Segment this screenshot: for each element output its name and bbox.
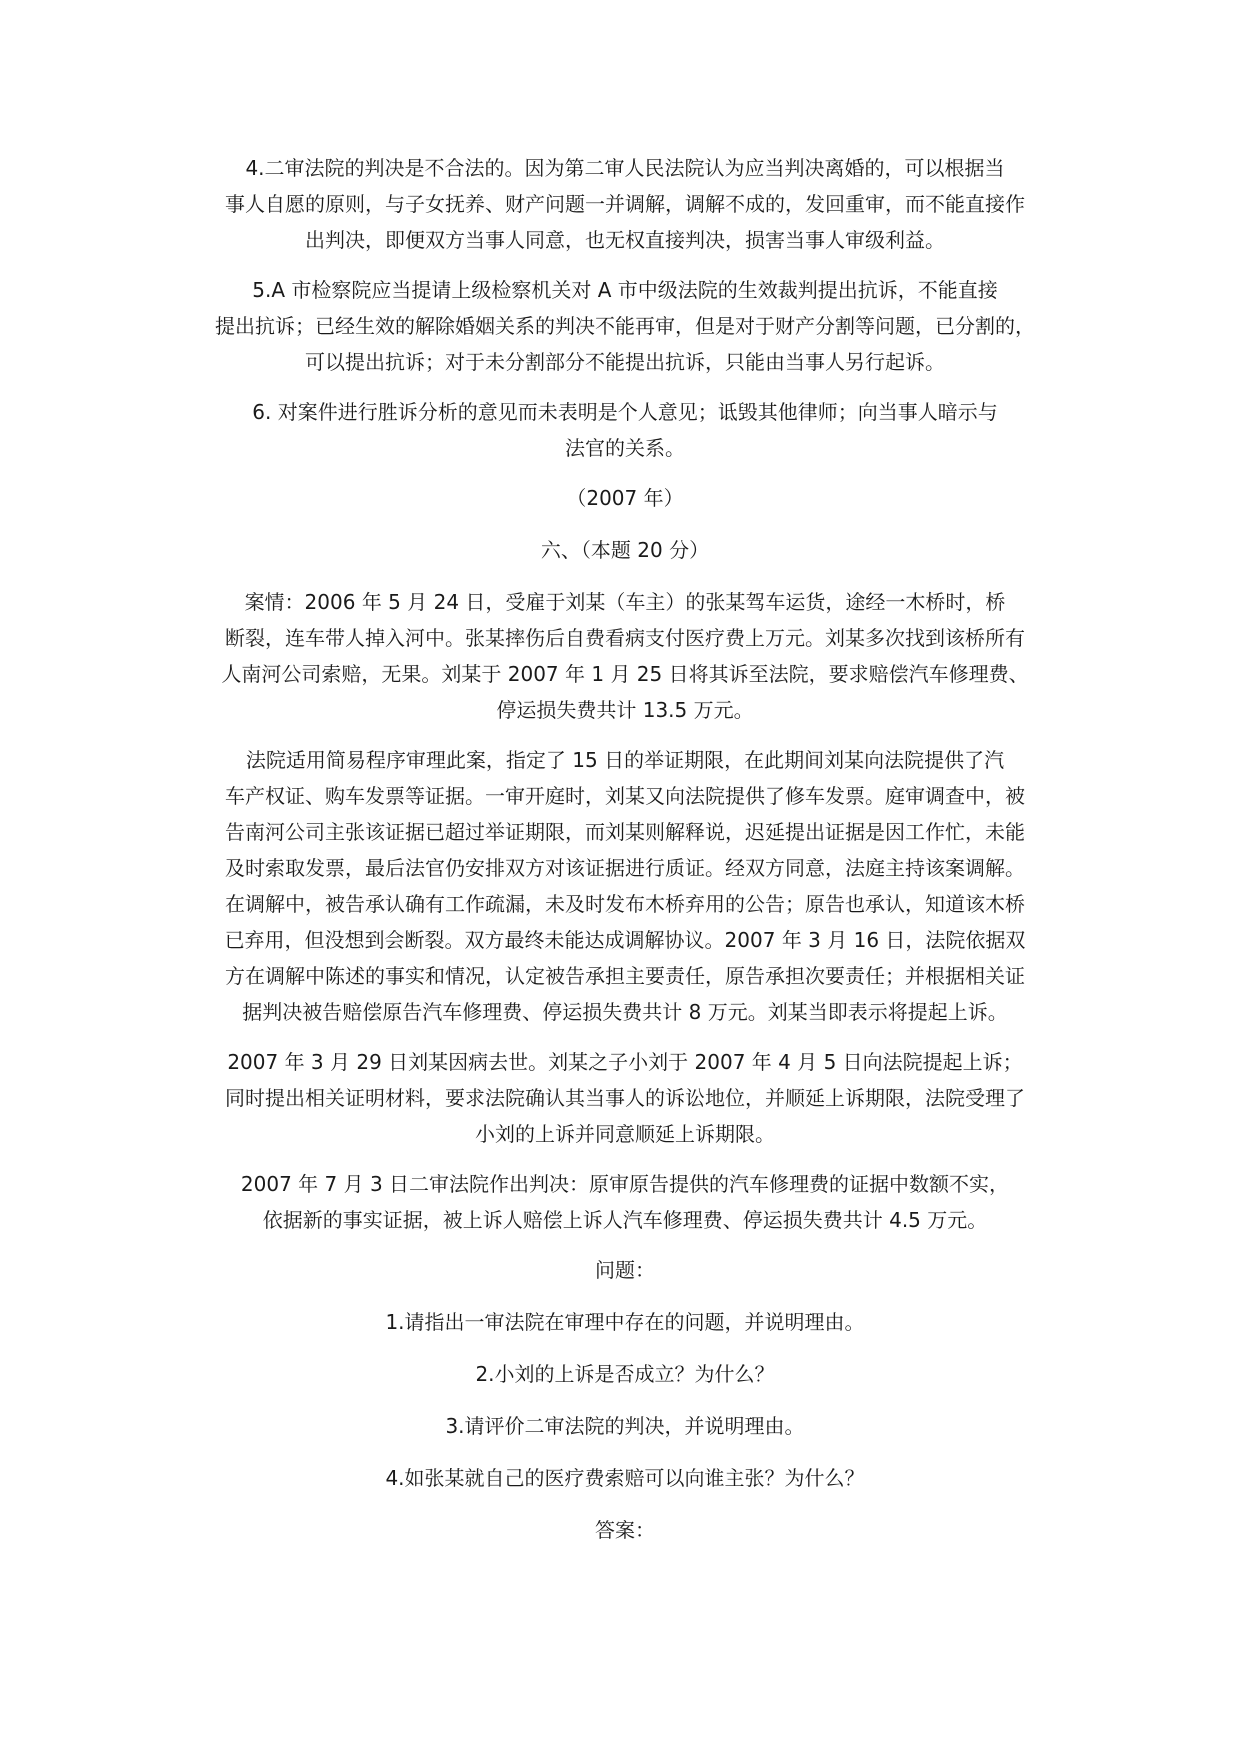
- text-line: 法官的关系。: [565, 436, 685, 460]
- answer-4-paragraph: [185, 150, 1065, 258]
- text-line: 据判决被告赔偿原告汽车修理费、停运损失费共计 8 万元。刘某当即表示将提起上诉。: [242, 1000, 1008, 1024]
- text-line: 停运损失费共计 13.5 万元。: [496, 698, 754, 722]
- text-line: 法院适用简易程序审理此案，指定了 15 日的举证期限，在此期间刘某向法院提供了汽: [245, 748, 1005, 772]
- answer-6-paragraph: [185, 394, 1065, 466]
- text-line: 车产权证、购车发票等证据。一审开庭时，刘某又向法院提供了修车发票。庭审调查中，被: [225, 784, 1025, 808]
- text-line: 案情：2006 年 5 月 24 日，受雇于刘某（车主）的张某驾车运货，途经一木桥时，桥: [244, 590, 1006, 614]
- text-line: 2007 年 7 月 3 日二审法院作出判决：原审原告提供的汽车修理费的证据中数额不实，: [240, 1172, 1010, 1196]
- questions-heading: 问题：: [595, 1258, 655, 1282]
- question-2: 2.小刘的上诉是否成立？为什么？: [475, 1362, 775, 1386]
- second-instance-paragraph: [185, 1166, 1065, 1238]
- trial-paragraph: [185, 742, 1065, 1030]
- text-line: 小刘的上诉并同意顺延上诉期限。: [475, 1122, 775, 1146]
- text-line: 同时提出相关证明材料，要求法院确认其当事人的诉讼地位，并顺延上诉期限，法院受理了: [225, 1086, 1025, 1110]
- answers-heading: 答案：: [595, 1518, 655, 1542]
- document-body: [185, 150, 1065, 1564]
- text-line: 及时索取发票，最后法官仍安排双方对该证据进行质证。经双方同意，法庭主持该案调解。: [225, 856, 1025, 880]
- question-3: 3.请评价二审法院的判决，并说明理由。: [445, 1414, 805, 1438]
- text-line: 已弃用，但没想到会断裂。双方最终未能达成调解协议。2007 年 3 月 16 日，法院依据双: [224, 928, 1026, 952]
- appeal-paragraph: [185, 1044, 1065, 1152]
- text-line: 在调解中，被告承认确有工作疏漏，未及时发布木桥弃用的公告；原告也承认，知道该木桥: [225, 892, 1025, 916]
- text-line: 可以提出抗诉；对于未分割部分不能提出抗诉，只能由当事人另行起诉。: [305, 350, 945, 374]
- section-heading: 六、（本题 20 分）: [540, 538, 710, 562]
- text-line: 5.A 市检察院应当提请上级检察机关对 A 市中级法院的生效裁判提出抗诉，不能直接: [252, 278, 998, 302]
- text-line: 断裂，连车带人掉入河中。张某摔伤后自费看病支付医疗费上万元。刘某多次找到该桥所有: [225, 626, 1025, 650]
- question-1: 1.请指出一审法院在审理中存在的问题，并说明理由。: [385, 1310, 865, 1334]
- text-line: 2007 年 3 月 29 日刘某因病去世。刘某之子小刘于 2007 年 4 月 5 日向法院提起上诉；: [227, 1050, 1023, 1074]
- text-line: 人南河公司索赔，无果。刘某于 2007 年 1 月 25 日将其诉至法院，要求赔偿汽车修理费、: [221, 662, 1029, 686]
- question-4: 4.如张某就自己的医疗费索赔可以向谁主张？为什么？: [385, 1466, 865, 1490]
- text-line: 出判决，即便双方当事人同意，也无权直接判决，损害当事人审级利益。: [305, 228, 945, 252]
- text-line: 告南河公司主张该证据已超过举证期限，而刘某则解释说，迟延提出证据是因工作忙，未能: [225, 820, 1025, 844]
- text-line: 方在调解中陈述的事实和情况，认定被告承担主要责任，原告承担次要责任；并根据相关证: [225, 964, 1025, 988]
- text-line: 依据新的事实证据，被上诉人赔偿上诉人汽车修理费、停运损失费共计 4.5 万元。: [262, 1208, 988, 1232]
- text-line: 提出抗诉；已经生效的解除婚姻关系的判决不能再审，但是对于财产分割等问题，已分割的，: [215, 314, 1035, 338]
- text-line: 事人自愿的原则，与子女抚养、财产问题一并调解，调解不成的，发回重审，而不能直接作: [225, 192, 1025, 216]
- case-facts-paragraph: [185, 584, 1065, 728]
- text-line: 4.二审法院的判决是不合法的。因为第二审人民法院认为应当判决离婚的，可以根据当: [245, 156, 1005, 180]
- text-line: 6. 对案件进行胜诉分析的意见而未表明是个人意见；诋毁其他律师；向当事人暗示与: [252, 400, 998, 424]
- answer-5-paragraph: [185, 272, 1065, 380]
- year-heading: （2007 年）: [566, 486, 684, 510]
